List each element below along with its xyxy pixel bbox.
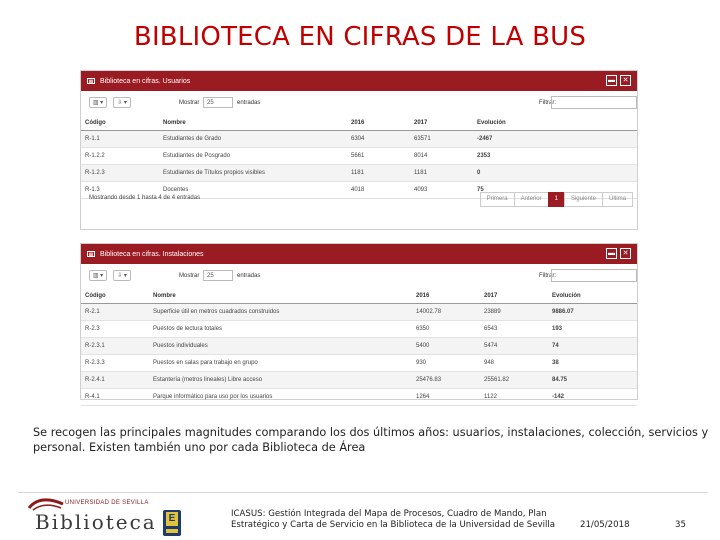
close-button[interactable]: ✕ [620, 248, 631, 259]
panel-title: Biblioteca en cifras. Instalaciones [100, 250, 204, 258]
entries-label: entradas [237, 100, 261, 106]
logo-biblioteca-text: Biblioteca [35, 510, 157, 534]
cell-2016: 930 [412, 355, 480, 372]
pager-last[interactable]: Última [602, 192, 633, 207]
table-row [81, 321, 637, 338]
biblioteca-logo [25, 496, 155, 536]
table-toolbar [81, 91, 637, 115]
cell-2017: 4093 [410, 182, 473, 199]
cell-name-link[interactable]: Puestos de lectura totales [149, 321, 412, 338]
cell-2016: 6350 [412, 321, 480, 338]
table-icon: ▦ [88, 79, 94, 85]
cell-code: R-4.1 [81, 389, 149, 406]
cell-code: R-2.1 [81, 304, 149, 321]
usuarios-table [81, 115, 637, 199]
table-row [81, 304, 637, 321]
pager-previous[interactable]: Anterior [514, 192, 549, 207]
column-header-name[interactable]: Nombre [159, 115, 347, 131]
table-row [81, 372, 637, 389]
cell-name-link[interactable]: Estudiantes de Posgrado [159, 148, 347, 165]
badge-stripe [166, 529, 178, 533]
cell-2017: 25561.82 [480, 372, 548, 389]
collapse-button[interactable]: ▬ [608, 250, 615, 257]
table-row [81, 131, 637, 148]
cell-evolution: 0 [473, 165, 637, 182]
cell-code: R-1.2.3 [81, 165, 159, 182]
badge-letter: E [166, 512, 178, 526]
filter-label: Filtrar: [539, 273, 556, 279]
cell-name-link[interactable]: Estantería (metros lineales) Libre acceso [149, 372, 412, 389]
cell-2016: 6304 [347, 131, 410, 148]
panel-title: Biblioteca en cifras. Usuarios [100, 77, 191, 85]
footer-date: 21/05/2018 [580, 520, 630, 530]
cell-evolution: -142 [548, 389, 637, 406]
table-toolbar [81, 264, 637, 288]
cell-2016: 14002.78 [412, 304, 480, 321]
table-row [81, 148, 637, 165]
column-header-code[interactable]: Código [81, 115, 159, 131]
cell-2017: 5474 [480, 338, 548, 355]
column-header-code[interactable]: Código [81, 288, 149, 304]
excellence-badge [163, 510, 181, 536]
usuarios-panel [80, 70, 638, 230]
pagination [481, 192, 633, 207]
page-number: 35 [675, 520, 686, 530]
cell-code: R-1.1 [81, 131, 159, 148]
cell-2017: 8014 [410, 148, 473, 165]
cell-evolution: 74 [548, 338, 637, 355]
table-row [81, 355, 637, 372]
cell-name-link[interactable]: Estudiantes de Grado [159, 131, 347, 148]
columns-menu-button[interactable]: ▥ ▾ [89, 270, 107, 281]
page-size-select[interactable]: 25 [203, 97, 233, 108]
filter-label: Filtrar: [539, 100, 556, 106]
table-icon: ▦ [88, 252, 94, 258]
pager-page-1[interactable]: 1 [548, 192, 565, 207]
column-header-2016[interactable]: 2016 [347, 115, 410, 131]
collapse-button[interactable]: ▬ [608, 77, 615, 84]
page-size-select[interactable]: 25 [203, 270, 233, 281]
column-header-2017[interactable]: 2017 [480, 288, 548, 304]
instalaciones-table [81, 288, 637, 406]
table-header-row [81, 288, 637, 304]
cell-code: R-2.3.3 [81, 355, 149, 372]
cell-2016: 5661 [347, 148, 410, 165]
cell-evolution: 38 [548, 355, 637, 372]
cell-evolution: 193 [548, 321, 637, 338]
cell-2016: 1264 [412, 389, 480, 406]
cell-name-link[interactable]: Puestos individuales [149, 338, 412, 355]
column-header-evolution[interactable]: Evolución [473, 115, 637, 131]
pager-first[interactable]: Primera [480, 192, 515, 207]
logo-university-text: UNIVERSIDAD DE SEVILLA [65, 500, 149, 506]
filter-input[interactable] [551, 96, 637, 109]
cell-2017: 1122 [480, 389, 548, 406]
cell-name-link[interactable]: Estudiantes de Títulos propios visibles [159, 165, 347, 182]
cell-code: R-2.4.1 [81, 372, 149, 389]
cell-evolution: 75 [473, 182, 637, 199]
cell-2017: 948 [480, 355, 548, 372]
panel-header [81, 244, 637, 264]
footer-text: ICASUS: Gestión Integrada del Mapa de Procesos, Cuadro de Mando, Plan Estratégico y Carta de Servicio en la Biblioteca de la Universidad de Sevilla [231, 509, 555, 530]
cell-evolution: 9886.07 [548, 304, 637, 321]
column-header-2017[interactable]: 2017 [410, 115, 473, 131]
export-menu-button[interactable]: ⇩ ▾ [113, 97, 131, 108]
show-label: Mostrar [179, 273, 200, 279]
entries-label: entradas [237, 273, 261, 279]
cell-name-link[interactable]: Superficie útil en metros cuadrados construidos [149, 304, 412, 321]
table-row [81, 165, 637, 182]
cell-name-link[interactable]: Docentes [159, 182, 347, 199]
panel-header [81, 71, 637, 91]
cell-2017: 6543 [480, 321, 548, 338]
column-header-2016[interactable]: 2016 [412, 288, 480, 304]
cell-name-link[interactable]: Puestos en salas para trabajo en grupo [149, 355, 412, 372]
slide-caption: Se recogen las principales magnitudes comparando los dos últimos años: usuarios, instalaciones, colección, servicios y personal. Existen también uno por cada Biblioteca de Área [33, 426, 709, 454]
cell-code: R-2.3 [81, 321, 149, 338]
slide-title: BIBLIOTECA EN CIFRAS DE LA BUS [133, 22, 587, 52]
table-row [81, 389, 637, 406]
table-row [81, 338, 637, 355]
close-button[interactable]: ✕ [620, 75, 631, 86]
cell-2016: 1181 [347, 165, 410, 182]
filter-input[interactable] [551, 269, 637, 282]
cell-code: R-2.3.1 [81, 338, 149, 355]
instalaciones-panel [80, 243, 638, 400]
cell-code: R-1.3 [81, 182, 159, 199]
cell-evolution: -2467 [473, 131, 637, 148]
columns-menu-button[interactable]: ▥ ▾ [89, 97, 107, 108]
cell-2017: 23889 [480, 304, 548, 321]
cell-evolution: 84.75 [548, 372, 637, 389]
cell-2016: 25476.83 [412, 372, 480, 389]
cell-evolution: 2353 [473, 148, 637, 165]
cell-2016: 4018 [347, 182, 410, 199]
cell-2017: 1181 [410, 165, 473, 182]
table-header-row [81, 115, 637, 131]
table-info: Mostrando desde 1 hasta 4 de 4 entradas [89, 195, 201, 201]
footer-divider [18, 492, 708, 493]
cell-2017: 63571 [410, 131, 473, 148]
cell-code: R-1.2.2 [81, 148, 159, 165]
pager-next[interactable]: Siguiente [564, 192, 603, 207]
show-label: Mostrar [179, 100, 200, 106]
cell-name-link[interactable]: Parque informático para uso por los usuarios [149, 389, 412, 406]
column-header-name[interactable]: Nombre [149, 288, 412, 304]
cell-2016: 5400 [412, 338, 480, 355]
column-header-evolution[interactable]: Evolución [548, 288, 637, 304]
export-menu-button[interactable]: ⇩ ▾ [113, 270, 131, 281]
